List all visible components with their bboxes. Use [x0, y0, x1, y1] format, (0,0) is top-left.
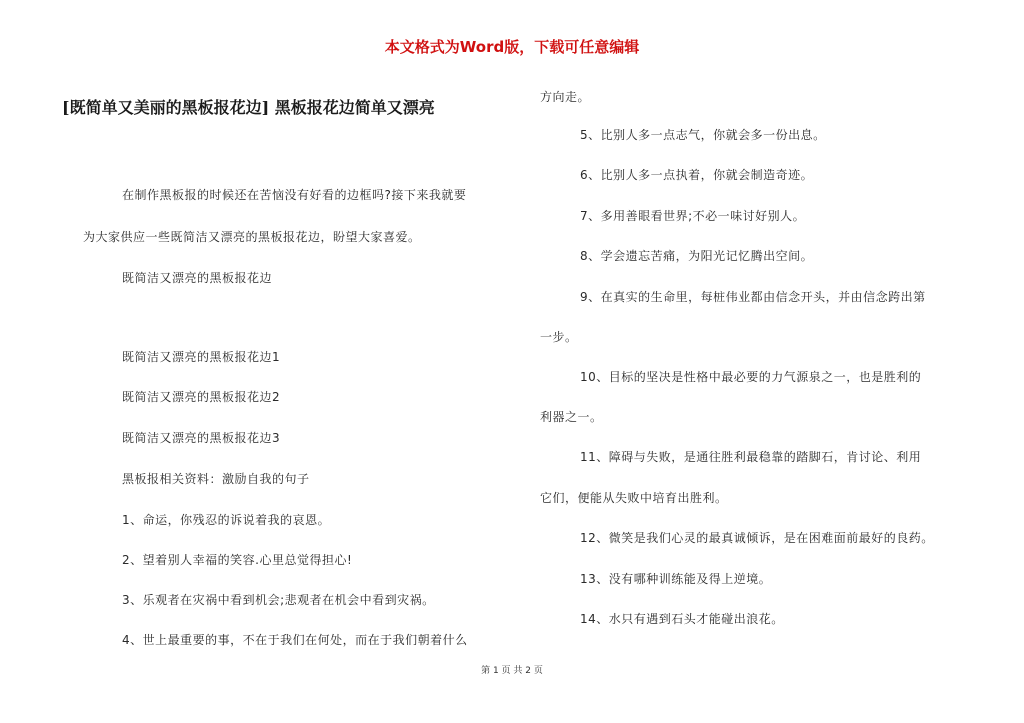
left-paragraph-line: 3、乐观者在灾祸中看到机会;悲观者在机会中看到灾祸。 — [122, 593, 435, 607]
left-paragraph-line: 既简洁又漂亮的黑板报花边2 — [122, 390, 281, 404]
right-paragraph-line: 14、水只有遇到石头才能碰出浪花。 — [580, 612, 784, 626]
left-paragraph-line: 黑板报相关资料：激励自我的句子 — [122, 472, 310, 486]
left-paragraph-line: 既简洁又漂亮的黑板报花边3 — [122, 431, 281, 445]
right-paragraph-line: 12、微笑是我们心灵的最真诚倾诉，是在困难面前最好的良药。 — [580, 531, 934, 545]
right-paragraph-line: 它们，便能从失败中培育出胜利。 — [540, 491, 728, 505]
left-paragraph-line: 1、命运，你残忍的诉说着我的哀恩。 — [122, 513, 331, 527]
right-paragraph-line: 一步。 — [540, 330, 578, 344]
left-paragraph-line: 在制作黑板报的时候还在苦恼没有好看的边框吗?接下来我就要 — [122, 188, 467, 202]
right-paragraph-line: 6、比别人多一点执着，你就会制造奇迹。 — [580, 168, 814, 182]
right-paragraph-line: 利器之一。 — [540, 410, 603, 424]
left-paragraph-line: 为大家供应一些既简洁又漂亮的黑板报花边，盼望大家喜爱。 — [83, 230, 421, 244]
right-paragraph-line: 10、目标的坚决是性格中最必要的力气源泉之一，也是胜利的 — [580, 370, 922, 384]
format-notice-banner: 本文格式为Word版，下载可任意编辑 — [384, 38, 640, 56]
right-paragraph-line: 11、障碍与失败，是通往胜利最稳靠的踏脚石，肯讨论、利用 — [580, 450, 922, 464]
right-paragraph-line: 5、比别人多一点志气，你就会多一份出息。 — [580, 128, 826, 142]
document-title: [既简单又美丽的黑板报花边] 黑板报花边简单又漂亮 — [62, 98, 435, 117]
right-paragraph-line: 7、多用善眼看世界;不必一味讨好别人。 — [580, 209, 806, 223]
right-paragraph-line: 13、没有哪种训练能及得上逆境。 — [580, 572, 772, 586]
right-paragraph-line: 方向走。 — [540, 90, 591, 104]
page-number: 第 1 页 共 2 页 — [481, 666, 543, 676]
right-paragraph-line: 8、学会遗忘苦痛，为阳光记忆腾出空间。 — [580, 249, 814, 263]
left-paragraph-line: 既简洁又漂亮的黑板报花边1 — [122, 350, 281, 364]
left-paragraph-line: 既简洁又漂亮的黑板报花边 — [122, 271, 273, 285]
left-paragraph-line: 2、望着别人幸福的笑容.心里总觉得担心! — [122, 553, 353, 567]
left-paragraph-line: 4、世上最重要的事，不在于我们在何处，而在于我们朝着什么 — [122, 633, 468, 647]
right-paragraph-line: 9、在真实的生命里，每桩伟业都由信念开头，并由信念跨出第 — [580, 290, 926, 304]
